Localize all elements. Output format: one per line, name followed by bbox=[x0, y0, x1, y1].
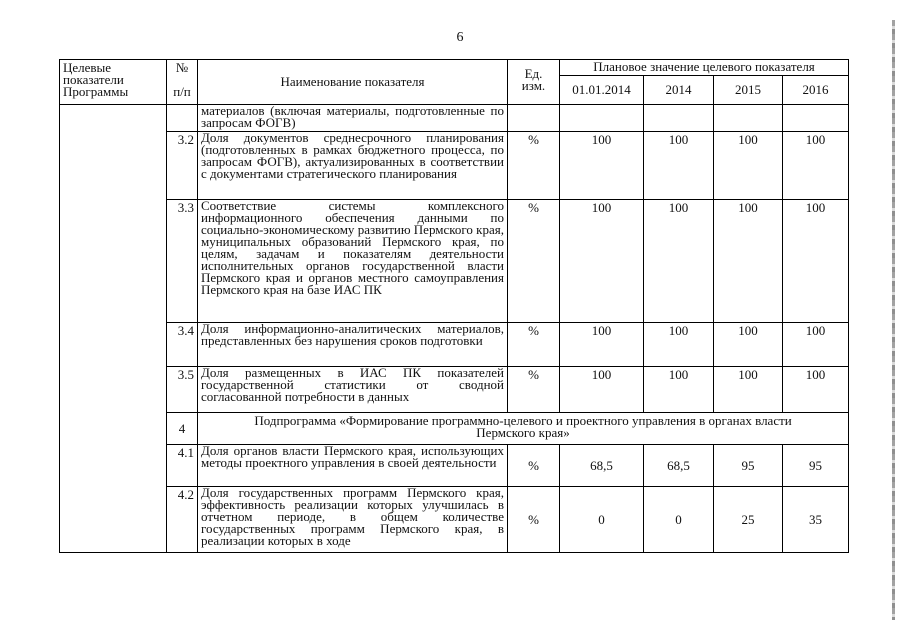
subprogram-title: Подпрограмма «Формирование программно-целевого и проектного управления в органах власти Пермского края» bbox=[198, 413, 849, 445]
header-unit-line1: Ед. bbox=[524, 66, 543, 81]
row-name: Доля документов среднесрочного планирования (подготовленных в рамках бюджетного процесса, по запросам ФОГВ), актуализированных в соответствии с документами стратегического планирования bbox=[198, 132, 508, 200]
row-value: 100 bbox=[644, 132, 714, 200]
row-num: 3.2 bbox=[167, 132, 198, 200]
row-value: 95 bbox=[783, 445, 849, 487]
header-unit bbox=[508, 60, 560, 105]
row-unit: % bbox=[508, 200, 560, 323]
row-value: 100 bbox=[714, 132, 783, 200]
row-unit: % bbox=[508, 132, 560, 200]
row-value: 100 bbox=[783, 132, 849, 200]
row-value: 100 bbox=[714, 200, 783, 323]
row-value: 100 bbox=[644, 367, 714, 413]
row-name: Доля государственных программ Пермского края, эффективность реализации которых улучшилась в отчетном периоде, в общем количестве государственных программ Пермского края, в реализации которых в ходе bbox=[198, 487, 508, 553]
subprogram-row bbox=[60, 413, 849, 445]
row-unit: % bbox=[508, 487, 560, 553]
row-num: 3.5 bbox=[167, 367, 198, 413]
row-value: 100 bbox=[714, 367, 783, 413]
row-value: 100 bbox=[714, 323, 783, 367]
table-row bbox=[60, 132, 849, 200]
header-year-0: 01.01.2014 bbox=[560, 76, 644, 105]
row-value: 100 bbox=[644, 323, 714, 367]
header-num-sign: № bbox=[175, 60, 189, 75]
row-value: 68,5 bbox=[644, 445, 714, 487]
row-num bbox=[167, 105, 198, 132]
row-value: 100 bbox=[560, 132, 644, 200]
row-value: 100 bbox=[783, 323, 849, 367]
row-value: 95 bbox=[714, 445, 783, 487]
header-name: Наименование показателя bbox=[198, 60, 508, 105]
row-value: 25 bbox=[714, 487, 783, 553]
header-year-3: 2016 bbox=[783, 76, 849, 105]
row-value: 100 bbox=[783, 367, 849, 413]
row-value bbox=[783, 105, 849, 132]
table-row bbox=[60, 445, 849, 487]
header-unit-line2: изм. bbox=[521, 78, 546, 93]
row-value: 100 bbox=[644, 200, 714, 323]
goal-cell-empty bbox=[60, 105, 167, 553]
subprogram-num: 4 bbox=[167, 413, 198, 445]
row-value: 100 bbox=[783, 200, 849, 323]
row-value: 0 bbox=[560, 487, 644, 553]
scan-edge-shadow bbox=[892, 20, 895, 620]
row-value bbox=[644, 105, 714, 132]
row-value: 0 bbox=[644, 487, 714, 553]
row-unit: % bbox=[508, 445, 560, 487]
table-row bbox=[60, 200, 849, 323]
row-name: Доля размещенных в ИАС ПК показателей государственной статистики от сводной согласованной потребности в данных bbox=[198, 367, 508, 413]
row-num: 4.1 bbox=[167, 445, 198, 487]
table-row bbox=[60, 323, 849, 367]
row-unit: % bbox=[508, 323, 560, 367]
table-row bbox=[60, 367, 849, 413]
row-value: 100 bbox=[560, 367, 644, 413]
row-name: материалов (включая материалы, подготовленные по запросам ФОГВ) bbox=[198, 105, 508, 132]
row-name: Соответствие системы комплексного информационного обеспечения данными по социально-экономическому развитию Пермского края, муниципальных образований Пермского края, по целям, задачам и показателям деятельности исполнительных органов государственной власти Пермского края и органов местного самоуправления Пермского края на базе ИАС ПК bbox=[198, 200, 508, 323]
row-value: 68,5 bbox=[560, 445, 644, 487]
header-num-pp: п/п bbox=[173, 84, 191, 99]
row-num: 3.3 bbox=[167, 200, 198, 323]
page-number: 6 bbox=[456, 30, 464, 45]
row-value: 100 bbox=[560, 323, 644, 367]
row-value: 100 bbox=[560, 200, 644, 323]
row-value bbox=[560, 105, 644, 132]
table-row bbox=[60, 105, 849, 132]
row-value bbox=[714, 105, 783, 132]
header-num bbox=[167, 60, 198, 105]
header-row-1 bbox=[60, 60, 849, 76]
row-value: 35 bbox=[783, 487, 849, 553]
row-num: 3.4 bbox=[167, 323, 198, 367]
header-plan: Плановое значение целевого показателя bbox=[560, 60, 849, 76]
header-goal: Целевые показатели Программы bbox=[60, 60, 167, 105]
header-year-2: 2015 bbox=[714, 76, 783, 105]
row-unit bbox=[508, 105, 560, 132]
row-name: Доля органов власти Пермского края, использующих методы проектного управления в своей деятельности bbox=[198, 445, 508, 487]
row-name: Доля информационно-аналитических материалов, представленных без нарушения сроков подготовки bbox=[198, 323, 508, 367]
row-num: 4.2 bbox=[167, 487, 198, 553]
table-row bbox=[60, 487, 849, 553]
row-unit: % bbox=[508, 367, 560, 413]
header-year-1: 2014 bbox=[644, 76, 714, 105]
indicators-table bbox=[59, 59, 849, 553]
